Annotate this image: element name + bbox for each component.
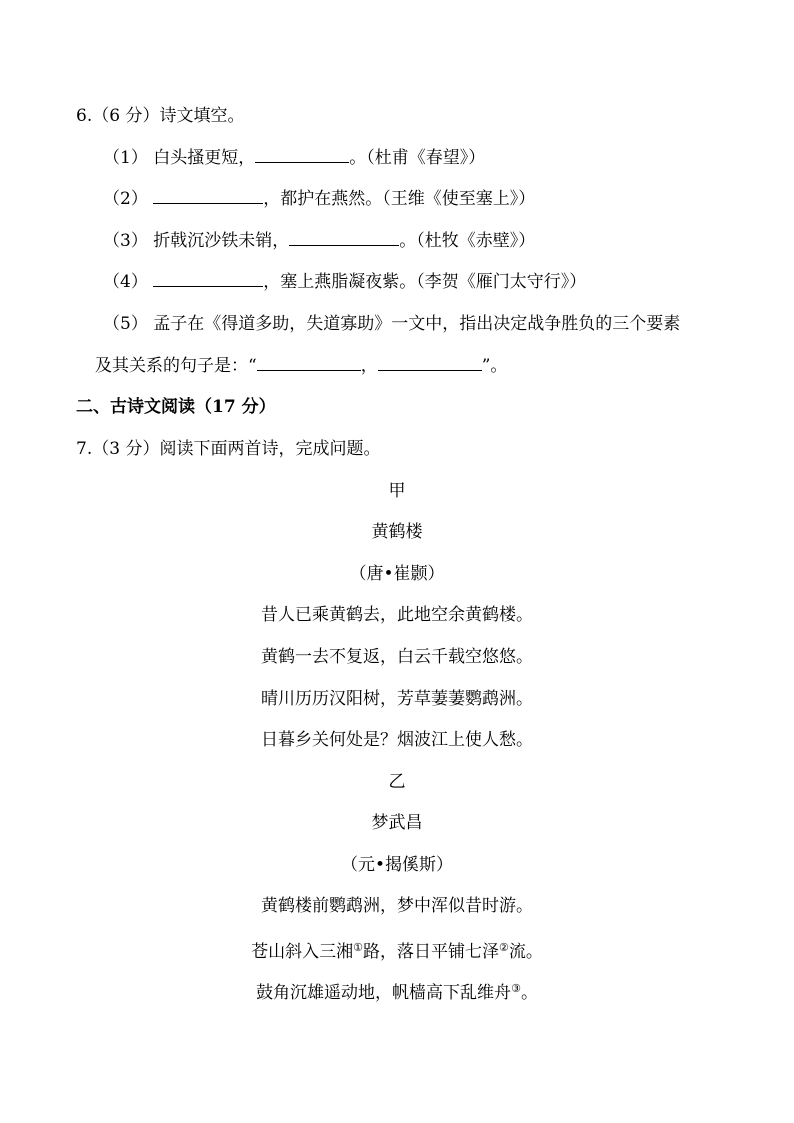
q6-item-4 xyxy=(103,270,586,294)
poem-1-line: 昔人已乘黄鹤去，此地空余黄鹤楼。 xyxy=(261,605,533,625)
item-text-after: 。（杜牧《赤壁》） xyxy=(399,231,536,251)
footnote-marker: ③ xyxy=(511,982,521,995)
item-text-after: ，都护在燕然。（王维《使至塞上》） xyxy=(263,189,536,209)
q6-item-1 xyxy=(103,146,485,170)
item-number: （3） xyxy=(103,231,148,251)
answer-blank[interactable] xyxy=(289,231,399,246)
q6-item-5-line-1: （5） 孟子在《得道多助，失道寡助》一文中，指出决定战争胜负的三个要素 xyxy=(103,314,681,334)
poem-1-line: 黄鹤一去不复返，白云千载空悠悠。 xyxy=(261,647,533,667)
footnote-marker: ① xyxy=(353,941,363,954)
footnote-marker: ② xyxy=(499,941,509,954)
answer-blank[interactable] xyxy=(257,356,361,371)
poem-text: 流。 xyxy=(508,942,543,962)
question-6-stem: 6.（6 分）诗文填空。 xyxy=(76,106,245,126)
poem-2-author: （元•揭傒斯） xyxy=(340,855,454,875)
item-number: （4） xyxy=(103,272,148,292)
poem-text: 苍山斜入三湘 xyxy=(251,942,354,962)
poem-text: 路，落日平铺七泽 xyxy=(363,942,499,962)
item-text-before: 及其关系的句子是：“ xyxy=(95,356,257,376)
item-number: （2） xyxy=(103,189,148,209)
poem-text: 鼓角沉雄遥动地，帆樯高下乱维舟 xyxy=(256,983,512,1003)
poem-1-author: （唐•崔颢） xyxy=(349,564,445,584)
answer-blank[interactable] xyxy=(153,272,263,287)
item-text-before: 折戟沉沙铁未销， xyxy=(147,231,290,251)
poem-2-line xyxy=(0,936,794,964)
poem-2-title: 梦武昌 xyxy=(371,813,423,833)
poem-1-line: 晴川历历汉阳树，芳草萋萋鹦鹉洲。 xyxy=(261,689,533,709)
poem-text: 。 xyxy=(520,983,538,1003)
q6-item-3 xyxy=(103,229,535,253)
item-separator: ， xyxy=(360,356,378,376)
item-number: （1） xyxy=(103,148,148,168)
item-text-after: ，塞上燕脂凝夜紫。（李贺《雁门太守行》） xyxy=(263,272,587,292)
question-7-stem: 7.（3 分）阅读下面两首诗，完成问题。 xyxy=(76,439,381,459)
answer-blank[interactable] xyxy=(378,356,482,371)
poem-1-line: 日暮乡关何处是？烟波江上使人愁。 xyxy=(261,730,533,750)
section-2-title: 二、古诗文阅读（17 分） xyxy=(76,397,276,417)
item-text-before: 白头搔更短， xyxy=(147,148,256,168)
answer-blank[interactable] xyxy=(255,148,349,163)
q6-item-5-line-2 xyxy=(95,354,507,378)
poem-1-label: 甲 xyxy=(388,481,406,501)
answer-blank[interactable] xyxy=(153,189,263,204)
poem-2-label: 乙 xyxy=(388,772,406,792)
item-text-after: ”。 xyxy=(481,356,508,376)
q6-item-2 xyxy=(103,187,535,211)
item-text-after: 。（杜甫《春望》） xyxy=(349,148,486,168)
poem-2-line: 黄鹤楼前鹦鹉洲，梦中浑似昔时游。 xyxy=(261,896,533,916)
poem-2-line xyxy=(0,977,794,1005)
poem-1-title: 黄鹤楼 xyxy=(371,522,423,542)
